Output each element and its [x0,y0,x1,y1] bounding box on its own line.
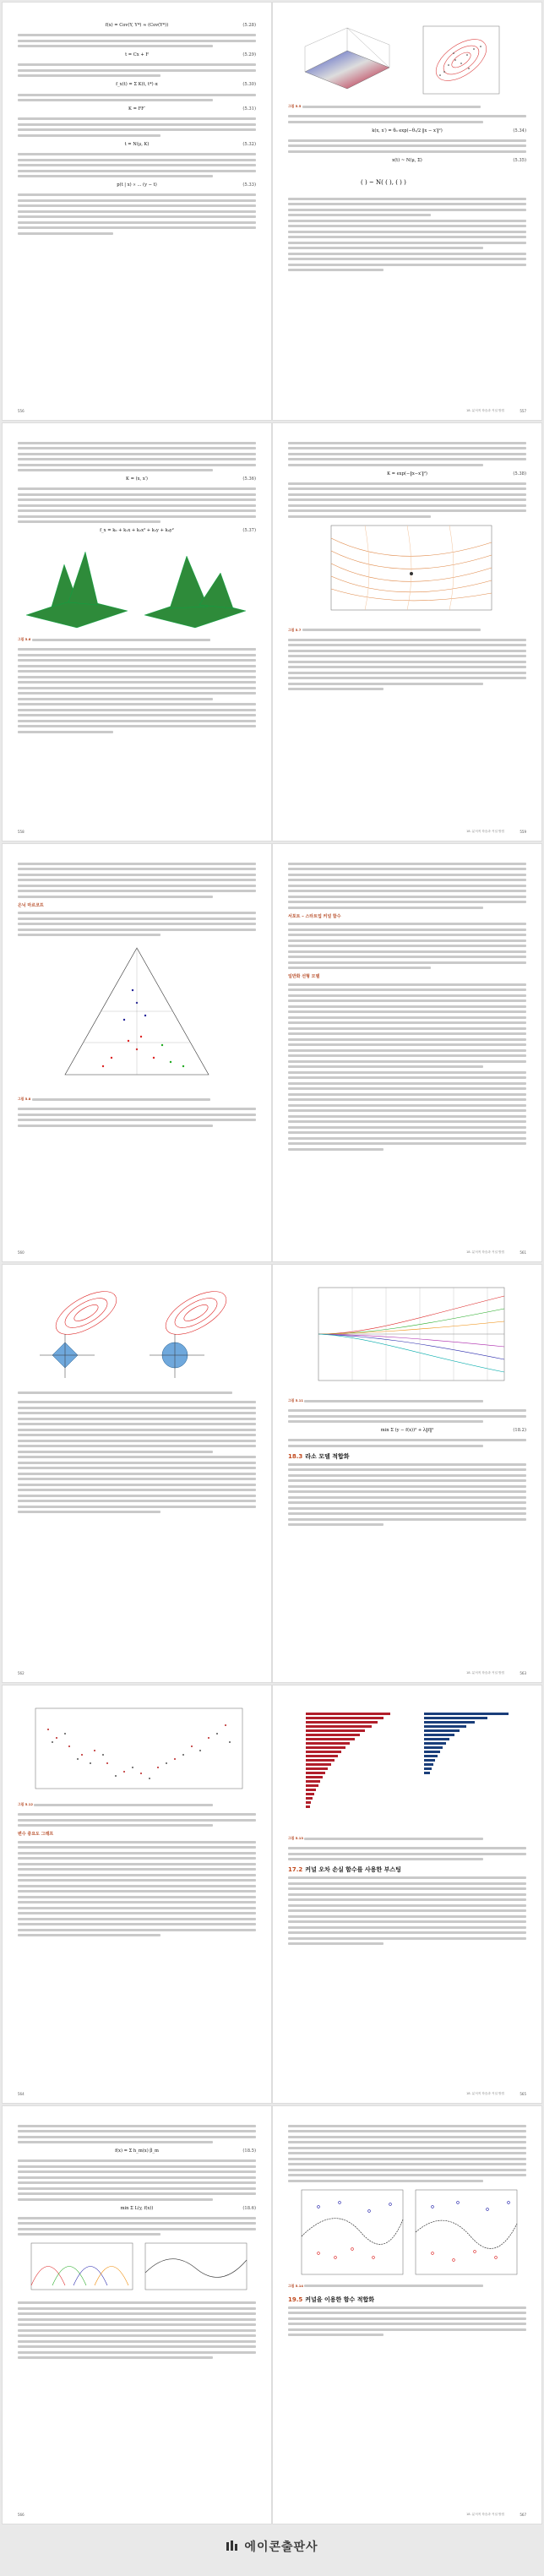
running-head: 18. 분석적 학습과 커널 방법 [466,2092,504,2095]
page-right-1 [273,3,541,420]
page-right-5 [273,1686,541,2103]
running-head: 18. 분석적 학습과 커널 방법 [466,1671,504,1675]
page-number: 565 [520,2092,526,2096]
basis-function-figure [23,2239,251,2298]
equation: K = exp(−‖x−x′‖²) (5.38) [387,471,526,477]
subsection-heading: 변수 중요도 그래프 [18,1832,54,1837]
page-right-2 [273,423,541,841]
page-number: 561 [520,1250,526,1255]
figure-caption: 그림 5.5 [288,102,526,111]
contour-plot-figure [314,521,500,623]
page-number: 567 [520,2513,526,2517]
equation: K = FF′ (5.31) [128,106,256,112]
ellipse-constraint-figure [19,1283,255,1385]
page-right-3 [273,844,541,1261]
page-number: 562 [18,1671,24,1675]
running-head: 18. 분석적 학습과 커널 방법 [466,1250,504,1254]
figure-caption [18,1388,256,1397]
page-number: 557 [520,409,526,413]
figure-caption: 그림 5.12 [18,1800,256,1809]
equation: k(x, x′) = θ₀ exp(−θ₁/2 ‖x − x′‖²) (5.34) [372,128,526,133]
subsection-heading: 일반화 선형 모델 [288,974,320,980]
page-number: 558 [18,830,24,834]
running-head: 18. 분석적 학습과 커널 방법 [466,830,504,833]
publisher-name: 에이콘출판사 [244,2540,318,2554]
section-heading: 19.5 커널을 이용한 함수 적합화 [288,2296,374,2303]
publisher-mark-icon [226,2540,239,2553]
equation: t = Cx + F (5.29) [125,52,256,58]
svg-text:( ) ~ N( ( ), ( ) ): ( ) ~ N( ( ), ( ) ) [361,178,406,186]
scatter-plot-figure [23,1704,251,1797]
page-left-4 [3,1265,271,1682]
running-head: 18. 분석적 학습과 커널 방법 [466,2513,504,2516]
matrix-equation [356,169,458,194]
page-number: 559 [520,830,526,834]
page-left-2 [3,423,271,841]
subsection-heading: 서포트 – 스타트업 커널 함수 [288,913,341,919]
page-right-6 [273,2106,541,2524]
equation: p(t | x) ∝ ... (y − t) (5.33) [117,182,256,188]
publisher-logo [0,2516,544,2576]
page-right-4 [273,1265,541,1682]
section-heading: 18.3 라소 모델 적합화 [288,1452,350,1460]
page-number: 563 [520,1671,526,1675]
ternary-plot-figure [52,939,221,1092]
page-number: 566 [18,2513,24,2517]
figure-caption: 그림 5.13 [288,1834,526,1843]
page-left-5 [3,1686,271,2103]
page-left-3 [3,844,271,1261]
section-heading: 17.2 커널 오차 손실 함수를 사용한 부스팅 [288,1866,401,1873]
figure-caption: 그림 5.6 [18,635,256,644]
figure-caption: 그림 5.11 [288,1397,526,1405]
equation: f(x) = Σ h_m(x) β_m (18.5) [115,2148,256,2154]
variable-importance-figure [289,1704,525,1831]
figure-caption: 그림 5.8 [18,1095,256,1103]
figure-caption: 그림 5.14 [288,2282,526,2290]
equation: f_x(t) = Σ K(t, t*) α (5.30) [116,82,256,88]
figure-caption: 그림 5.7 [288,626,526,634]
page-left-1 [3,3,271,420]
classification-boundary-figure [293,2186,521,2279]
equation: x(t) ~ N(μ, Σ) (5.35) [392,157,526,163]
green-surface-figure [18,539,256,632]
running-head: 18. 분석적 학습과 커널 방법 [466,409,504,412]
equation: min Σ (y − f(x))² + λ‖f‖² (18.2) [380,1428,526,1433]
coefficient-path-figure [302,1283,513,1393]
page-number: 560 [18,1250,24,1255]
equation: f_x = k₀ + k₁x + k₂x² + k₃y + k₄y² (5.37) [100,528,256,534]
equation: f(x) = Cov(Y, Y*) ≈ (Cov(Y*)) (5.28) [105,23,256,28]
surface-and-contour-figure [288,21,526,99]
page-number: 556 [18,409,24,413]
equation: K = (x, x′) (5.36) [126,477,256,482]
page-left-6 [3,2106,271,2524]
equation: t = N(μ, K) (5.32) [124,141,256,147]
equation: min Σ L(y, f(x)) (18.6) [120,2205,256,2211]
subsection-heading: 은닉 마르코프 [18,902,44,908]
page-number: 564 [18,2092,24,2096]
